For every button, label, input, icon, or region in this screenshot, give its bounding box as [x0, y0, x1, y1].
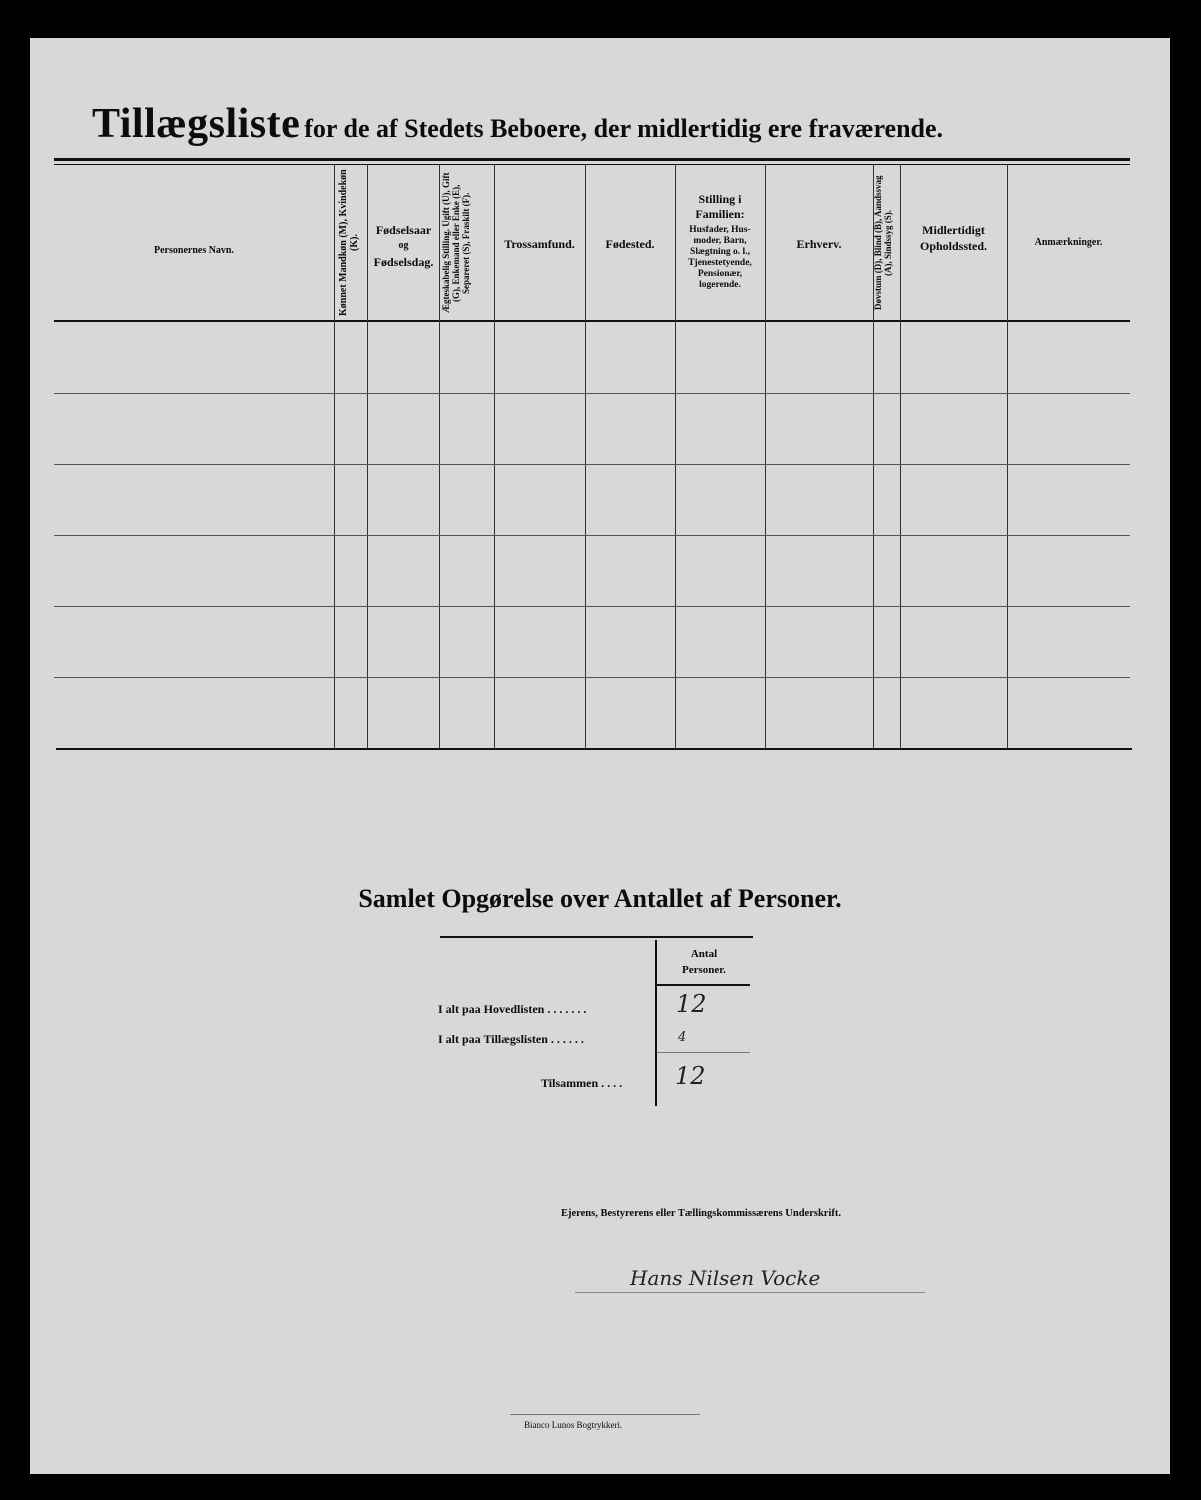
summary-row-supplement-value: 4: [678, 1030, 687, 1045]
col-line: [439, 165, 440, 748]
census-form-sheet: [30, 38, 1170, 1474]
summary-header-rule: [657, 984, 750, 986]
header-family-position: Stilling i Familien: Husfader, Hus- moder, Barn, Slægtning o. l., Tjenestetyende, Pensionær, logerende.: [688, 192, 752, 290]
signature-line: [575, 1292, 925, 1293]
col-line: [1007, 165, 1008, 748]
table-top-rule: [54, 158, 1130, 161]
row-line: [54, 535, 1130, 536]
table-bottom-rule: [56, 748, 1132, 750]
header-bottom-rule: [54, 320, 1130, 322]
header-disability: Døvstum (D), Blind (B), Aandssvag (A), Sindssyg (S).: [873, 175, 893, 311]
header-remarks: Anmærkninger.: [1034, 237, 1103, 248]
col-line: [585, 165, 586, 748]
header-birth: Fødselsaar og Fødselsdag.: [373, 223, 434, 269]
printer-imprint: Bianco Lunos Bogtrykkeri.: [524, 1420, 623, 1430]
row-line: [54, 393, 1130, 394]
col-line: [765, 165, 766, 748]
summary-total-rule: [657, 1052, 750, 1053]
summary-row-main-list-label: I alt paa Hovedlisten . . . . . . .: [438, 1002, 587, 1016]
col-line: [494, 165, 495, 748]
summary-row-main-list-value: 12: [676, 990, 707, 1018]
form-title: [92, 100, 943, 148]
summary-row-total-value: 12: [675, 1062, 706, 1090]
summary-vertical-rule: [655, 940, 657, 1106]
table-top-rule-thin: [54, 164, 1130, 165]
title-main: Tillægsliste: [92, 101, 301, 147]
summary-row-total-label: Tilsammen . . . .: [541, 1076, 623, 1090]
header-residence: Midlertidigt Opholdssted.: [919, 223, 988, 253]
signature-handwritten: Hans Nilsen Vocke: [630, 1266, 821, 1290]
summary-top-rule: [440, 936, 753, 938]
col-line: [334, 165, 335, 748]
header-name: Personernes Navn.: [154, 245, 234, 256]
header-birthplace: Fødested.: [605, 237, 655, 251]
summary-title: Samlet Opgørelse over Antallet af Personer.: [358, 884, 842, 913]
signature-label: Ejerens, Bestyrerens eller Tællingskommissærens Underskrift.: [561, 1208, 841, 1219]
row-line: [54, 677, 1130, 678]
header-sex: Kønnet Mandkøn (M), Kvindekøn (K).: [338, 169, 360, 317]
header-religion: Trossamfund.: [504, 237, 575, 251]
summary-row-supplement-label: I alt paa Tillægslisten . . . . . .: [438, 1032, 584, 1046]
title-rest: for de af Stedets Beboere, der midlertidig ere fraværende.: [304, 114, 944, 143]
row-line: [54, 464, 1130, 465]
summary-col-header: Antal Personer.: [682, 948, 726, 976]
header-marital: Ægteskabelig Stilling. Ugift (U), Gift (G), Enkemand eller Enke (E), Separeret (S), Fraskilt (F).: [441, 172, 471, 314]
printer-rule: [510, 1414, 700, 1415]
header-occupation: Erhverv.: [796, 237, 842, 251]
row-line: [54, 606, 1130, 607]
